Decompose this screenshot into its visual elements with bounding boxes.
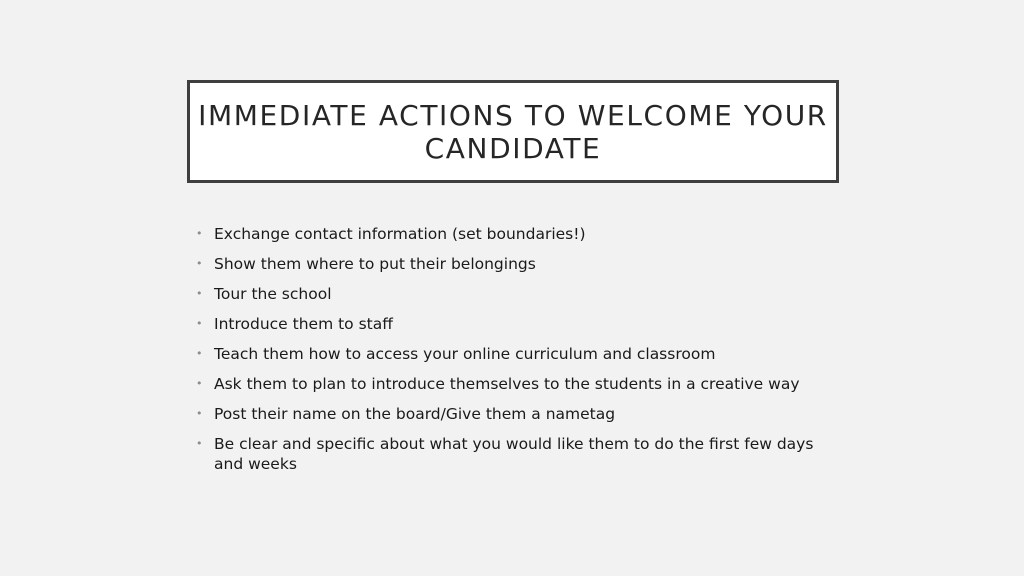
- list-item-text: Ask them to plan to introduce themselves to the students in a creative way: [214, 375, 800, 393]
- list-item: [196, 344, 836, 364]
- list-item-text: Tour the school: [214, 285, 332, 303]
- list-item-text: Post their name on the board/Give them a nametag: [214, 405, 616, 423]
- bullet-dot-icon: •: [196, 227, 203, 240]
- list-item: [196, 314, 836, 334]
- list-item-text: Introduce them to staff: [214, 315, 393, 333]
- bullet-dot-icon: •: [196, 347, 203, 360]
- bullet-dot-icon: •: [196, 377, 203, 390]
- list-item-text: Be clear and specific about what you would like them to do the first few days and weeks: [214, 435, 814, 473]
- list-item: [196, 284, 836, 304]
- list-item-text: Show them where to put their belongings: [214, 255, 536, 273]
- slide-title: IMMEDIATE ACTIONS TO WELCOME YOUR CANDIDATE: [198, 98, 828, 165]
- list-item: [196, 254, 836, 274]
- list-item: [196, 224, 836, 244]
- list-item-text: Exchange contact information (set boundaries!): [214, 225, 586, 243]
- list-item: [196, 404, 836, 424]
- bullet-dot-icon: •: [196, 317, 203, 330]
- title-box: [187, 80, 839, 183]
- bullet-dot-icon: •: [196, 287, 203, 300]
- list-item-text: Teach them how to access your online curriculum and classroom: [214, 345, 716, 363]
- bullet-dot-icon: •: [196, 437, 203, 450]
- bullet-dot-icon: •: [196, 407, 203, 420]
- bullet-list: [196, 224, 836, 484]
- list-item: [196, 374, 836, 394]
- bullet-dot-icon: •: [196, 257, 203, 270]
- list-item: [196, 434, 836, 474]
